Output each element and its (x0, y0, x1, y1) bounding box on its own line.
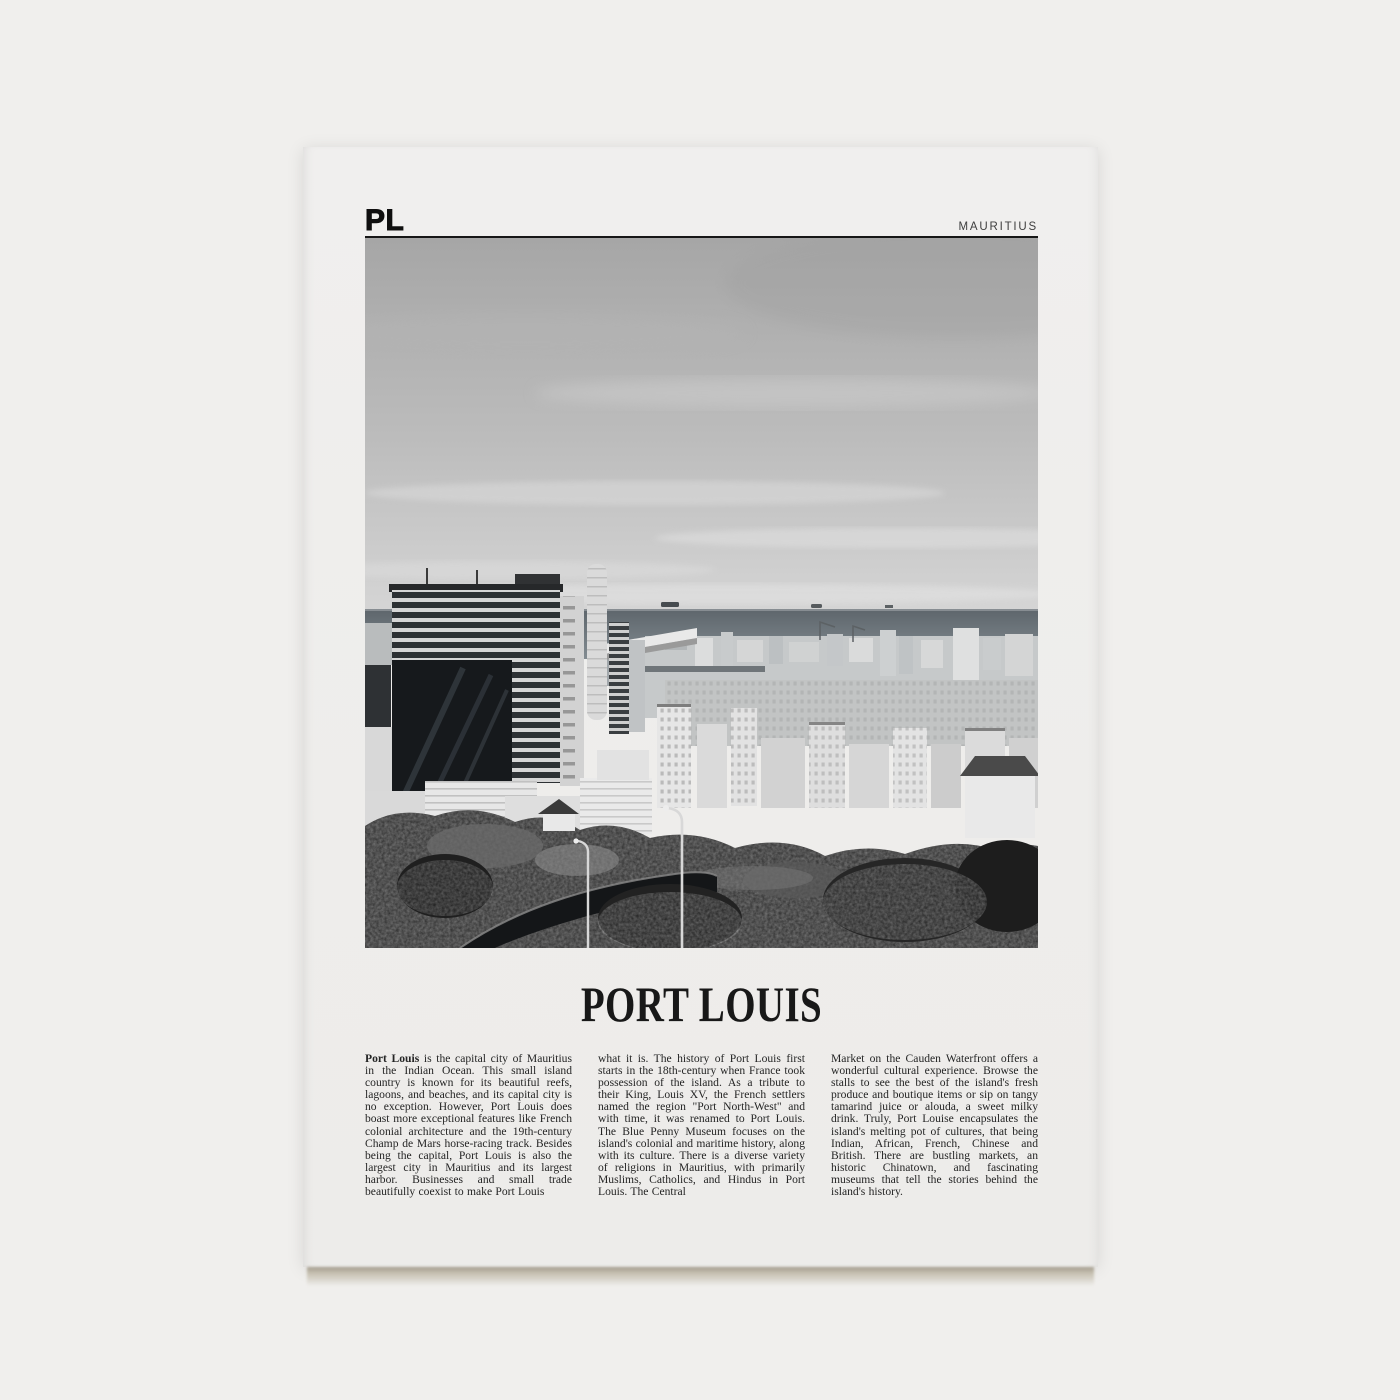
building-block (721, 632, 733, 666)
colonial-house (965, 774, 1035, 838)
cloud-streak (535, 378, 1038, 408)
cylinder-lines (587, 564, 607, 720)
window-rows (580, 778, 652, 834)
port-louis-photo-svg (365, 238, 1038, 948)
tall-white-building (953, 628, 979, 684)
white-building (761, 738, 805, 808)
lamp-head (663, 805, 669, 811)
article-column-1-text: is the capital city of Mauritius in the Indian Ocean. This small island country is known for its beautiful reefs, lagoons, and beaches, and its capital city is no exception. However, Port Louis does boast more exceptional features like French colonial architecture and the 19th-century Champ de Mars horse-racing track. Besides being the capital, Port Louis is also the largest city in Mauritius and its largest harbor. Businesses and small trade beautifully coexist to make Port Louis (365, 1051, 572, 1199)
tower-striped-leg (512, 660, 560, 783)
building-block (695, 638, 713, 666)
window-grid (731, 708, 757, 806)
building-block (899, 636, 913, 674)
article-lead: Port Louis (365, 1051, 420, 1065)
roof-line (809, 722, 845, 725)
ship (811, 604, 822, 608)
building-block (983, 638, 1001, 670)
building-block (737, 640, 763, 662)
lowrise (597, 750, 649, 780)
city-title: PORT LOUIS (580, 976, 823, 1032)
sunlit-canopy (535, 844, 619, 876)
country-label: MAURITIUS (958, 221, 1038, 233)
edge-building (365, 727, 395, 799)
midrise (629, 640, 645, 732)
lamp-head (573, 838, 578, 843)
core-balconies (560, 596, 584, 786)
white-building (697, 724, 727, 808)
white-building (849, 744, 889, 808)
city-photo (365, 238, 1038, 948)
building-block (789, 642, 819, 662)
building-block (921, 640, 943, 668)
building-block (1005, 634, 1033, 676)
window-grid (893, 728, 927, 808)
edge-building-dark (365, 665, 391, 727)
article-column-3-text: Market on the Cauden Waterfront offers a wonderful cultural experience. Browse the stalls to see the best of the island's fresh produce and boutique items or sip on tangy tamarind juice or alouda, a sweet milky drink. Truly, Port Louise encapsulates the island's melting pot of cultures, that being Indian, African, French, Chinese and British. There are bustling markets, an historic Chinatown, and fascinating museums that tell the stories behind the island's history. (831, 1051, 1038, 1199)
building-block (827, 634, 843, 666)
roof-line (657, 704, 691, 707)
ship (661, 602, 679, 607)
article-column-2-text: what it is. The history of Port Louis first starts in the 18th-century when France took possession of the island. As a tribute to their King, Louis XV, the French settlers named the region "Port North-West" and with time, it was renamed to Port Louis. The Blue Penny Museum focuses on the island's colonial and maritime history, along with its culture. There is a diverse variety of religions in Mauritius, with primarily Muslims, Catholics, and Hindus in Port Louis. The Central (598, 1051, 805, 1199)
cloud-streak (365, 481, 945, 505)
small-house (543, 813, 575, 831)
window-grid (809, 724, 845, 808)
article-column-2 (598, 1053, 805, 1199)
poster-content (303, 147, 1098, 1210)
striped-midrise (609, 622, 629, 734)
city-monogram: PL (365, 204, 405, 238)
building-block (769, 636, 783, 664)
poster-header (365, 147, 1038, 238)
window-grid (657, 706, 691, 808)
tree-texture (397, 860, 493, 916)
article-column-1 (365, 1053, 572, 1199)
tree-texture (823, 864, 987, 940)
ship (885, 605, 893, 608)
article (365, 1041, 1038, 1210)
roof-line (965, 728, 1005, 731)
article-column-3 (831, 1053, 1038, 1199)
white-building (931, 744, 961, 808)
edge-building (365, 623, 393, 665)
tower-striped-floors (392, 590, 560, 660)
building-block (880, 630, 896, 676)
travel-poster (303, 147, 1098, 1267)
